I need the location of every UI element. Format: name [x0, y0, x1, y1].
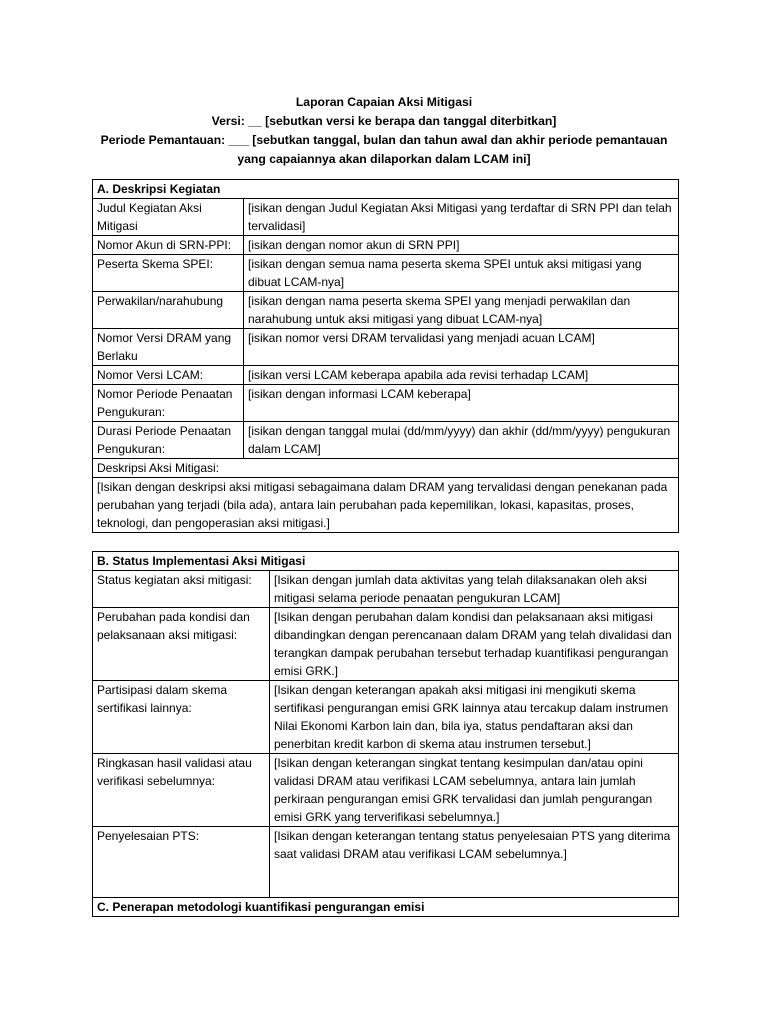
description-value: [Isikan dengan deskripsi aksi mitigasi sebagaimana dalam DRAM yang tervalidasi dengan penekanan pada perubahan yang terjadi (bila ada), antara lain perubahan pada kepemilikan, lokasi, kapasitas, proses, teknologi, dan pengoperasian aksi mitigasi.] — [93, 478, 679, 533]
row-label: Penyelesaian PTS: — [93, 827, 270, 898]
table-row — [93, 385, 679, 422]
report-version: Versi: __ [sebutkan versi ke berapa dan tanggal diterbitkan] — [211, 114, 557, 128]
table-row — [93, 681, 679, 754]
table-row — [93, 199, 679, 236]
table-row — [93, 754, 679, 827]
table-section-a — [92, 179, 679, 533]
row-value: [isikan dengan Judul Kegiatan Aksi Mitigasi yang terdaftar di SRN PPI dan telah tervalidasi] — [244, 199, 679, 236]
row-label: Nomor Periode Penaatan Pengukuran: — [93, 385, 244, 422]
section-b-header-row — [93, 552, 679, 571]
row-label: Status kegiatan aksi mitigasi: — [93, 571, 270, 608]
report-title: Laporan Capaian Aksi Mitigasi — [295, 95, 473, 109]
row-value: [Isikan dengan perubahan dalam kondisi dan pelaksanaan aksi mitigasi dibandingkan dengan perencanaan dalam DRAM yang telah divalidasi dan terangkan dampak perubahan tersebut terhadap kuantifikasi pengurangan emisi GRK.] — [270, 608, 679, 681]
row-value: [Isikan dengan keterangan apakah aksi mitigasi ini mengikuti skema sertifikasi pengurangan emisi GRK lainnya atau tercakup dalam instrumen Nilai Ekonomi Karbon lain dan, bila iya, status pendaftaran aksi dan penerbitan kredit karbon di skema atau instrumen tersebut.] — [270, 681, 679, 754]
table-row — [93, 236, 679, 255]
table-row — [93, 827, 679, 898]
section-c-title: C. Penerapan metodologi kuantifikasi pengurangan emisi — [93, 898, 679, 917]
section-b-title: B. Status Implementasi Aksi Mitigasi — [93, 552, 679, 571]
section-a-title: A. Deskripsi Kegiatan — [93, 180, 679, 199]
row-value: [isikan nomor versi DRAM tervalidasi yang menjadi acuan LCAM] — [244, 329, 679, 366]
row-value: [isikan dengan informasi LCAM keberapa] — [244, 385, 679, 422]
row-value: [isikan dengan nama peserta skema SPEI yang menjadi perwakilan dan narahubung untuk aksi mitigasi yang dibuat LCAM-nya] — [244, 292, 679, 329]
row-label: Judul Kegiatan Aksi Mitigasi — [93, 199, 244, 236]
table-row — [93, 255, 679, 292]
row-label: Peserta Skema SPEI: — [93, 255, 244, 292]
description-label: Deskripsi Aksi Mitigasi: — [93, 459, 679, 478]
row-value: [Isikan dengan keterangan singkat tentang kesimpulan dan/atau opini validasi DRAM atau verifikasi LCAM sebelumnya, antara lain jumlah perkiraan pengurangan emisi GRK tervalidasi dan jumlah pengurangan emisi GRK yang terverifikasi sebelumnya.] — [270, 754, 679, 827]
row-label: Nomor Versi LCAM: — [93, 366, 244, 385]
table-row — [93, 571, 679, 608]
table-row — [93, 608, 679, 681]
table-row — [93, 422, 679, 459]
row-label: Nomor Akun di SRN-PPI: — [93, 236, 244, 255]
section-a-header-row — [93, 180, 679, 199]
section-c-header-row — [93, 898, 679, 917]
row-label: Nomor Versi DRAM yang Berlaku — [93, 329, 244, 366]
row-value: [isikan dengan tanggal mulai (dd/mm/yyyy) dan akhir (dd/mm/yyyy) pengukuran dalam LCAM] — [244, 422, 679, 459]
row-label: Perubahan pada kondisi dan pelaksanaan aksi mitigasi: — [93, 608, 270, 681]
row-label: Durasi Periode Penaatan Pengukuran: — [93, 422, 244, 459]
table-row — [93, 366, 679, 385]
document-header — [60, 93, 708, 169]
row-value: [isikan dengan nomor akun di SRN PPI] — [244, 236, 679, 255]
report-period-line-2: yang capaiannya akan dilaporkan dalam LCAM ini] — [237, 152, 531, 166]
table-row — [93, 459, 679, 478]
table-row — [93, 329, 679, 366]
row-value: [Isikan dengan keterangan tentang status penyelesaian PTS yang diterima saat validasi DRAM atau verifikasi LCAM sebelumnya.] — [270, 827, 679, 898]
row-label: Perwakilan/narahubung — [93, 292, 244, 329]
table-row — [93, 292, 679, 329]
report-period-line-1: Periode Pemantauan: ___ [sebutkan tanggal, bulan dan tahun awal dan akhir periode pemantauan — [100, 133, 668, 147]
row-label: Partisipasi dalam skema sertifikasi lainnya: — [93, 681, 270, 754]
row-value: [isikan dengan semua nama peserta skema SPEI untuk aksi mitigasi yang dibuat LCAM-nya] — [244, 255, 679, 292]
row-value: [isikan versi LCAM keberapa apabila ada revisi terhadap LCAM] — [244, 366, 679, 385]
table-row — [93, 478, 679, 533]
table-section-b-c — [92, 551, 679, 917]
row-value: [Isikan dengan jumlah data aktivitas yang telah dilaksanakan oleh aksi mitigasi selama periode penaatan pengukuran LCAM] — [270, 571, 679, 608]
row-label: Ringkasan hasil validasi atau verifikasi sebelumnya: — [93, 754, 270, 827]
